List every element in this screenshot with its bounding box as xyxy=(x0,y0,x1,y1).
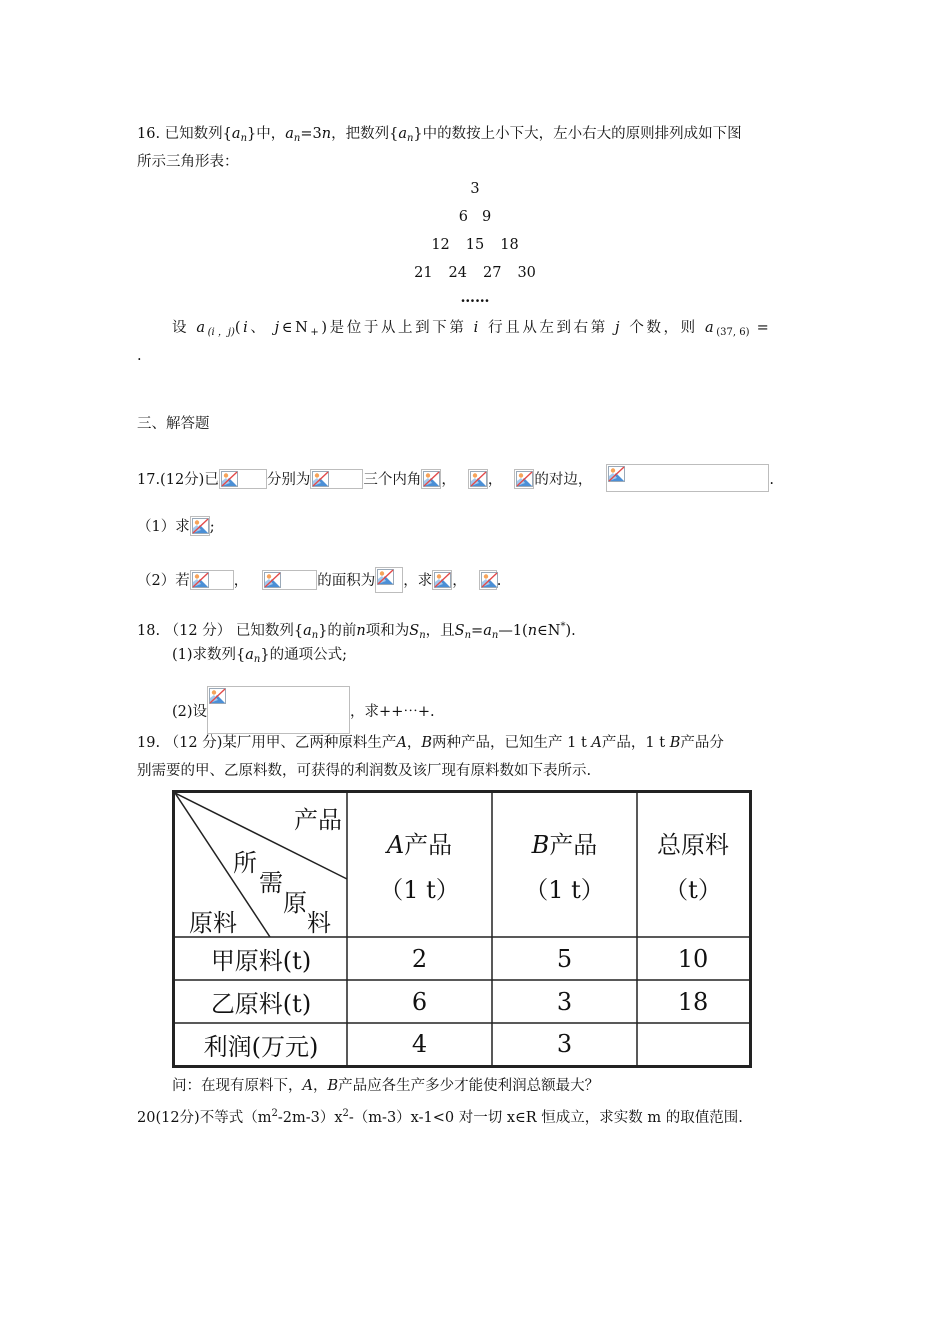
sup-star: * xyxy=(560,621,566,632)
missing-image-icon xyxy=(310,469,363,489)
header-text: 总原料 xyxy=(657,831,729,859)
q17-text-4: ， xyxy=(441,472,456,488)
q16-text-5: }中的数按上小下大，左小右大的原则排列成如下图 xyxy=(413,126,742,142)
q19-text-5: 产品分 xyxy=(680,735,724,751)
q19-text-7: ， xyxy=(312,1078,328,1094)
q18-text-2: }的前 xyxy=(318,622,357,639)
row-label: 利润(万元) xyxy=(203,1032,319,1061)
q18-text-9: (1)求数列{ xyxy=(172,647,246,663)
q17-sub1 xyxy=(137,516,215,537)
table-cell: 3 xyxy=(556,987,573,1016)
sub-n: n xyxy=(406,133,414,144)
section-title: 三、解答题 xyxy=(137,416,210,432)
q16-text-11: 行且从左到右第 xyxy=(480,320,616,336)
q17-text-8: （1）求 xyxy=(137,519,190,535)
q19-text-1: 19. （12 分)某厂用甲、乙两种原料生产 xyxy=(137,735,397,751)
product-material-table xyxy=(172,790,752,1068)
sub-ij: (i ，j) xyxy=(207,327,235,338)
sub-plus: + xyxy=(310,327,322,338)
missing-image-icon xyxy=(190,516,210,536)
sub-n: n xyxy=(293,133,301,144)
header-total-material xyxy=(637,793,749,937)
header-var: A xyxy=(386,831,405,859)
var-B: B xyxy=(421,735,433,751)
q17-sub2 xyxy=(137,567,501,593)
q17-text-15: . xyxy=(496,573,502,589)
q16-text-13: = xyxy=(749,320,772,336)
header-product-a xyxy=(347,793,492,937)
triangle-number: 9 xyxy=(482,209,492,225)
q17-text-9: ; xyxy=(209,519,215,535)
q16-text-1: 16. 已知数列{ xyxy=(137,126,232,142)
missing-image-icon xyxy=(207,686,350,734)
q20-line xyxy=(137,1104,743,1128)
q18-text-4: ，且 xyxy=(425,622,455,639)
table-cell: 2 xyxy=(411,944,428,973)
q16-text-10: )是位于从上到下第 xyxy=(321,320,474,336)
q17-text-5: ， xyxy=(487,472,503,488)
missing-image-icon xyxy=(479,570,497,590)
q18-line1 xyxy=(137,617,576,646)
q16-text-2: }中， xyxy=(247,126,286,142)
var-i: i xyxy=(243,320,251,336)
triangle-number: 15 xyxy=(465,237,485,253)
header-product-b xyxy=(492,793,637,937)
corner-product-label: 产品 xyxy=(294,805,342,834)
q18-text-5: = xyxy=(471,622,484,639)
q18-text-11: (2)设 xyxy=(172,704,208,720)
sub-n: n xyxy=(491,629,499,641)
triangle-row-3 xyxy=(0,235,950,255)
missing-image-icon xyxy=(190,570,234,590)
q17-text-3: 三个内角 xyxy=(363,472,422,488)
table-cell: 5 xyxy=(556,944,573,973)
q17-text-14: ， xyxy=(452,573,467,589)
var-n: n xyxy=(356,622,366,639)
var-B: B xyxy=(669,735,681,751)
q16-text-3: =3 xyxy=(300,126,322,142)
var-B: B xyxy=(327,1078,339,1094)
q19-question xyxy=(172,1076,599,1096)
triangle-number: 18 xyxy=(500,237,519,253)
var-A: A xyxy=(302,1078,313,1094)
header-unit: （t） xyxy=(664,876,722,904)
q16-line1 xyxy=(137,124,742,149)
sub-n: n xyxy=(419,629,426,641)
sup-2: 2 xyxy=(271,1108,278,1119)
missing-image-icon xyxy=(421,469,441,489)
q19-line2: 别需要的甲、乙原料数，可获得的利润数及该厂现有原料数如下表所示. xyxy=(137,763,592,779)
row-label: 乙原料(t) xyxy=(210,990,312,1018)
q18-text-1: 18. （12 分） 已知数列{ xyxy=(137,622,304,639)
q18-sub2 xyxy=(172,686,435,734)
q19-text-3: 两种产品，已知生产 1 t xyxy=(432,735,592,751)
triangle-row-1 xyxy=(0,179,950,199)
sub-n: n xyxy=(311,629,319,641)
q19-text-6: 问：在现有原料下， xyxy=(172,1078,303,1094)
sub-n: n xyxy=(240,133,248,144)
triangle-number: 12 xyxy=(431,237,450,253)
q18-text-7: ∈N xyxy=(537,622,561,639)
var-a: a xyxy=(285,126,294,142)
q17-text-7: . xyxy=(769,472,774,488)
missing-image-icon xyxy=(375,567,403,593)
corner-need-char: 需 xyxy=(259,868,283,897)
var-A: A xyxy=(591,735,602,751)
corner-need-char: 料 xyxy=(307,908,331,937)
header-unit: （1 t） xyxy=(379,876,460,904)
q20-text-1: 20(12分)不等式（m xyxy=(137,1109,272,1126)
corner-need-char: 原 xyxy=(283,888,307,917)
var-i: i xyxy=(473,320,481,336)
q19-text-4: 产品，1 t xyxy=(601,735,670,751)
q20-text-3: -（m-3）x-1<0 对一切 x∈R 恒成立，求实数 m 的取值范围. xyxy=(348,1109,743,1126)
var-n: n xyxy=(527,622,538,639)
q17-text-13: ，求 xyxy=(403,573,433,589)
q17-line1 xyxy=(137,464,774,492)
var-a: a xyxy=(245,647,254,663)
missing-image-icon xyxy=(262,570,317,590)
var-a: a xyxy=(483,622,492,639)
q18-text-6: —1( xyxy=(498,622,528,639)
table-cell: 4 xyxy=(411,1030,428,1058)
q17-text-6: 的对边， xyxy=(534,472,593,488)
var-A: A xyxy=(396,735,407,751)
row-label: 甲原料(t) xyxy=(210,947,312,975)
table-cell: 10 xyxy=(677,944,709,973)
q17-text-2: 分别为 xyxy=(266,472,311,488)
corner-material-label: 原料 xyxy=(189,908,237,937)
q16-line2: 所示三角形表： xyxy=(137,154,239,170)
q18-text-3: 项和为 xyxy=(365,622,410,639)
q19-line1 xyxy=(137,733,724,753)
var-j: j xyxy=(274,320,282,336)
var-S: S xyxy=(409,622,420,639)
table-cell xyxy=(637,1023,749,1065)
triangle-number: 24 xyxy=(448,265,467,281)
sub-37-6: (37, 6) xyxy=(716,327,750,338)
q17-text-10: （2）若 xyxy=(137,573,190,589)
q20-text-2: -2m-3）x xyxy=(277,1109,343,1126)
triangle-number: 6 xyxy=(458,209,468,225)
q16-text-9: ∈N xyxy=(281,320,311,336)
triangle-number: 27 xyxy=(483,265,502,281)
var-n: n xyxy=(321,126,332,142)
var-j: j xyxy=(615,320,623,336)
corner-need-char: 所 xyxy=(233,848,257,877)
var-S: S xyxy=(454,622,465,639)
table-cell: 18 xyxy=(677,987,709,1016)
var-a: a xyxy=(303,622,312,639)
table-cell: 6 xyxy=(411,987,428,1016)
q18-text-8: ). xyxy=(565,622,576,639)
q16-text-8: 、 xyxy=(250,320,275,336)
sup-2: 2 xyxy=(342,1108,349,1119)
q17-text-12: 的面积为 xyxy=(317,573,376,589)
header-text: 产品 xyxy=(549,831,598,859)
q19-text-8: 产品应各生产多少才能使利润总额最大？ xyxy=(338,1078,600,1094)
header-text: 产品 xyxy=(404,831,453,859)
missing-image-icon xyxy=(514,469,534,489)
var-a: a xyxy=(196,320,208,336)
triangle-number: 30 xyxy=(517,265,536,281)
header-var: B xyxy=(531,831,550,859)
q18-text-10: }的通项公式; xyxy=(260,647,347,663)
q16-text-7: ( xyxy=(234,320,244,336)
q16-text-4: ，把数列{ xyxy=(331,126,399,142)
q18-text-12: ，求++⋯+. xyxy=(350,704,435,720)
q16-text-6: 设 xyxy=(172,320,197,336)
q16-text-12: 个数，则 xyxy=(622,320,705,336)
q17-text-1: 17.(12分)已 xyxy=(137,472,219,488)
triangle-row-2 xyxy=(0,207,950,227)
missing-image-icon xyxy=(432,570,452,590)
missing-image-icon xyxy=(606,464,769,492)
sub-n: n xyxy=(464,629,472,641)
triangle-number: 3 xyxy=(470,181,480,197)
triangle-ellipsis: …… xyxy=(460,289,490,306)
var-a: a xyxy=(231,126,241,142)
var-a: a xyxy=(704,320,717,336)
header-unit: （1 t） xyxy=(524,876,605,904)
triangle-number: 21 xyxy=(414,265,433,281)
missing-image-icon xyxy=(219,469,267,489)
sub-n: n xyxy=(253,654,261,665)
triangle-row-4 xyxy=(0,263,950,283)
q19-text-2: ， xyxy=(406,735,422,751)
q17-text-11: ， xyxy=(233,573,249,589)
q16-line3 xyxy=(172,318,771,343)
var-a: a xyxy=(398,126,407,142)
table-cell: 3 xyxy=(556,1030,573,1058)
q18-sub1 xyxy=(172,645,347,670)
missing-image-icon xyxy=(468,469,488,489)
q16-line4: . xyxy=(137,348,142,364)
